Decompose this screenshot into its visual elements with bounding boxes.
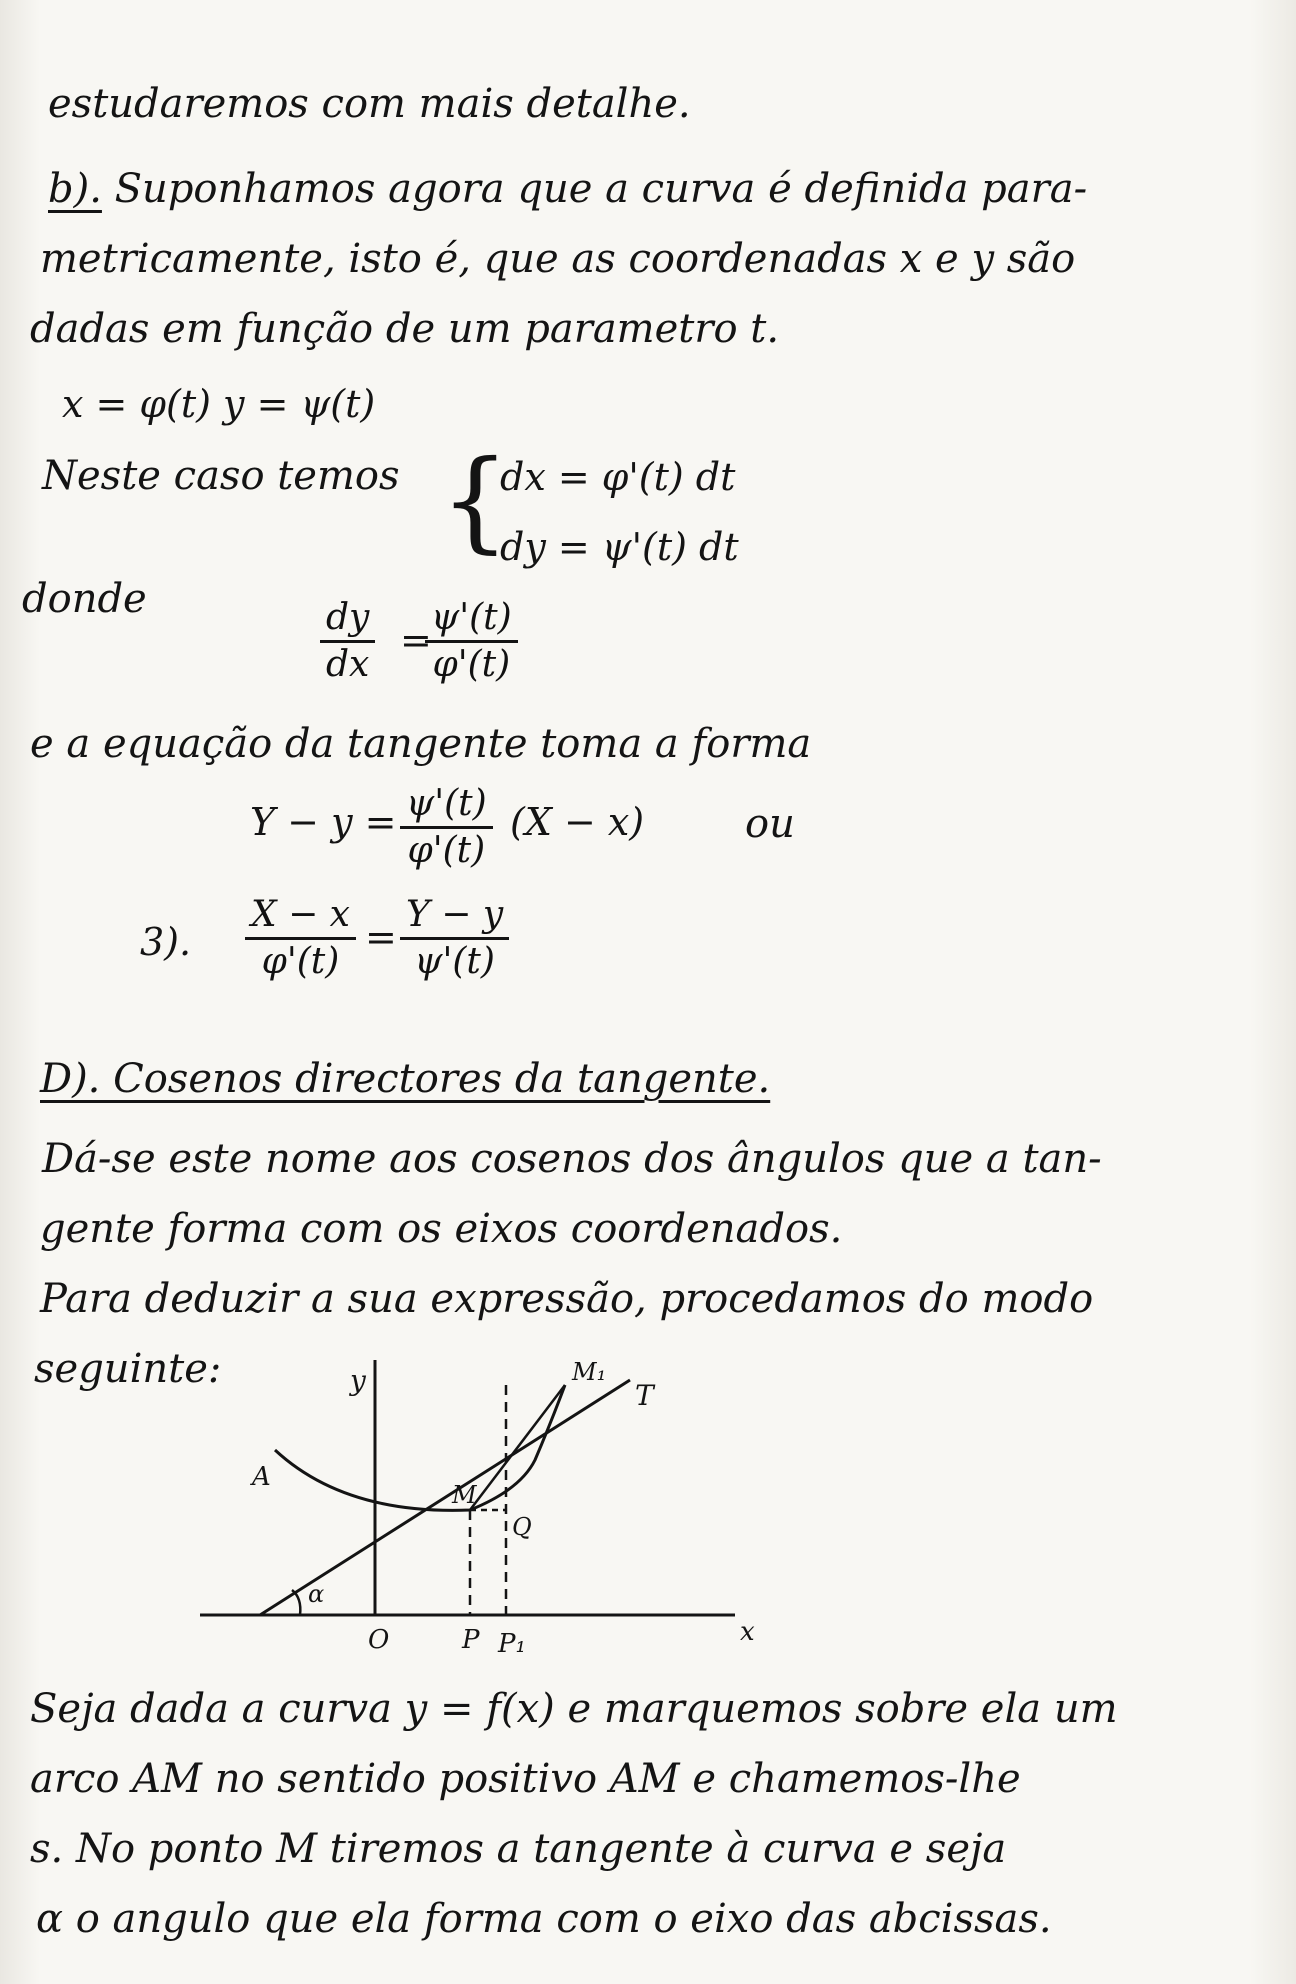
tangent-slope [400, 782, 493, 873]
label-alpha: α [308, 1580, 325, 1608]
text-line-20: α o angulo que ela forma com o eixo das abcissas. [36, 1896, 1052, 1942]
text-line-14: gente forma com os eixos coordenados. [40, 1206, 843, 1252]
text-line-2 [48, 165, 1087, 213]
derivative-numerator: dy [320, 596, 375, 643]
section-heading-d: D). Cosenos directores da tangente. [40, 1056, 771, 1102]
label-p1: P₁ [498, 1629, 526, 1659]
text-line-neste-caso: Neste caso temos [42, 453, 400, 499]
label-x: x [740, 1617, 755, 1647]
symmetric-left-numerator: X − x [245, 893, 356, 940]
label-m: M [452, 1481, 477, 1509]
symmetric-right [400, 893, 509, 984]
tangent-numerator: ψ'(t) [400, 782, 493, 829]
text-line-13: Dá-se este nome aos cosenos dos ângulos que a tan- [42, 1136, 1102, 1182]
label-o: O [368, 1625, 390, 1655]
differential-dy: dy = ψ'(t) dt [500, 525, 739, 569]
label-a: A [252, 1462, 271, 1492]
equals-sign-3: = [365, 915, 397, 959]
tangent-rhs: (X − x) [510, 800, 645, 844]
ratio-denominator: φ'(t) [432, 644, 511, 685]
chord-mm1 [470, 1385, 565, 1510]
symmetric-left [245, 893, 356, 984]
derivative-denominator: dx [326, 644, 370, 685]
text-line-equacao: e a equação da tangente toma a forma [30, 721, 812, 767]
item-marker-b: b). [48, 166, 102, 212]
label-t: T [635, 1379, 654, 1412]
equation-number-3: 3). [140, 920, 192, 964]
differential-dx: dx = φ'(t) dt [500, 455, 736, 499]
symmetric-right-numerator: Y − y [400, 893, 509, 940]
text-line-donde: donde [22, 576, 147, 622]
text-ou: ou [745, 801, 795, 847]
system-brace: { [440, 436, 510, 564]
derivative-dy-dx [320, 596, 375, 687]
label-p: P [462, 1625, 480, 1655]
ratio-numerator: ψ'(t) [425, 596, 518, 643]
symmetric-right-denominator: ψ'(t) [414, 941, 495, 982]
text-line-18: arco AM no sentido positivo AM e chamemos-lhe [30, 1756, 1021, 1802]
text-line-1: estudaremos com mais detalhe. [48, 81, 691, 127]
equals-sign-1: = [400, 618, 432, 662]
text-line-19: s. No ponto M tiremos a tangente à curva e seja [30, 1826, 1007, 1872]
tangent-denominator: φ'(t) [407, 830, 486, 871]
text-line-3: metricamente, isto é, que as coordenadas x e y são [40, 236, 1076, 282]
label-y: y [350, 1364, 366, 1397]
label-q: Q [512, 1513, 532, 1541]
text-line-2-body: Suponhamos agora que a curva é definida para- [114, 166, 1088, 212]
tangent-lhs: Y − y = [250, 800, 397, 844]
symmetric-left-denominator: φ'(t) [261, 941, 340, 982]
text-line-4: dadas em função de um parametro t. [30, 306, 780, 352]
text-line-16: seguinte: [34, 1346, 222, 1392]
label-m1: M₁ [572, 1358, 607, 1386]
parametric-equations: x = φ(t) y = ψ(t) [62, 382, 376, 426]
text-line-17: Seja dada a curva y = f(x) e marquemos sobre ela um [30, 1686, 1118, 1732]
text-line-15: Para deduzir a sua expressão, procedamos do modo [40, 1276, 1094, 1322]
tangent-figure [180, 1340, 800, 1700]
derivative-ratio [425, 596, 518, 687]
